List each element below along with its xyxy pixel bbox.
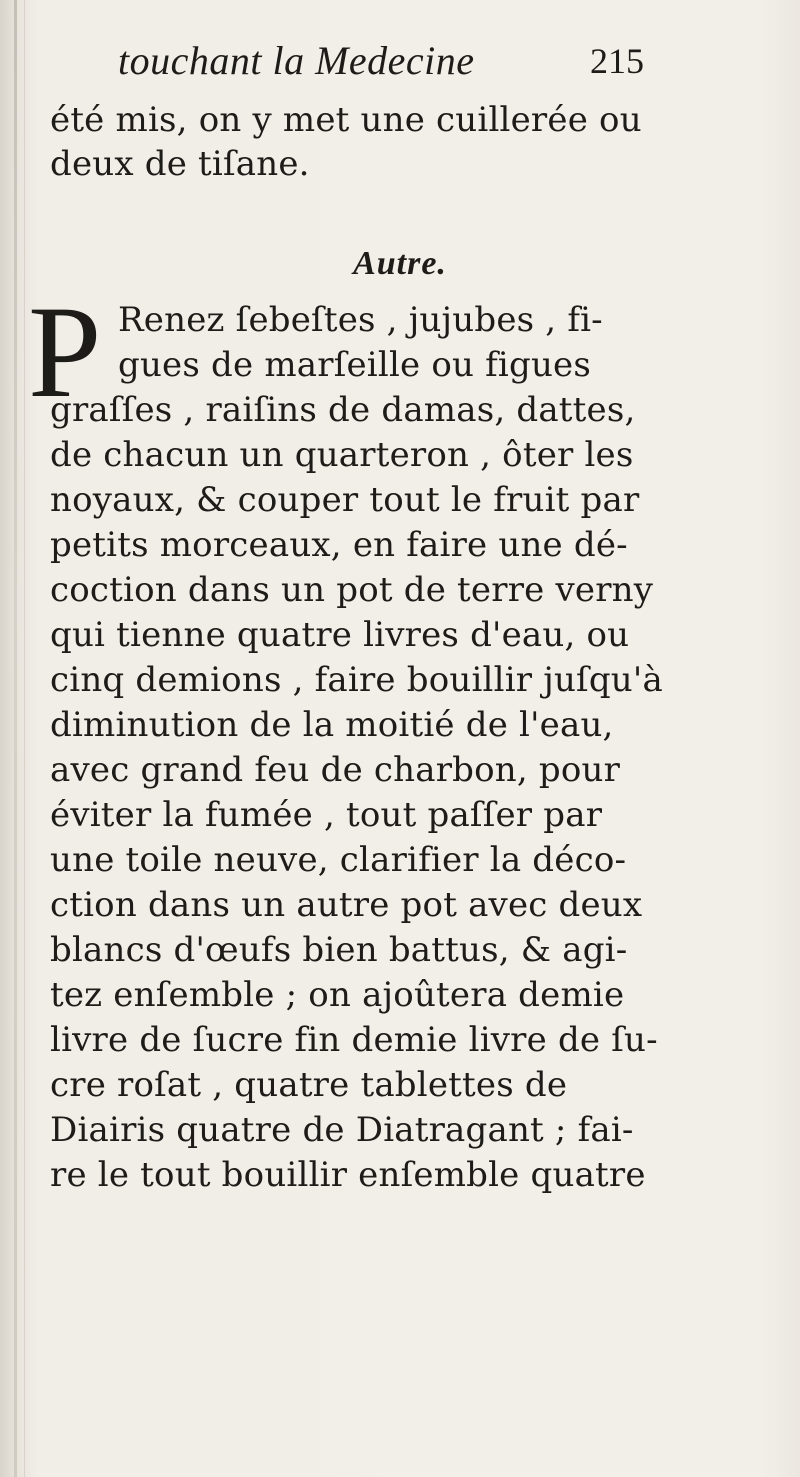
text-line: qui tienne quatre livres d'eau, ou — [50, 615, 630, 655]
text-line: une toile neuve, clarifier la déco- — [50, 840, 627, 880]
text-line: avec grand feu de charbon, pour — [50, 750, 621, 790]
text-line: Renez ſebeſtes , jujubes , fi- — [118, 300, 603, 340]
text-line: coction dans un pot de terre verny — [50, 570, 654, 610]
section-heading: Autre. — [353, 245, 447, 282]
text-line: graſſes , raiſins de damas, dattes, — [50, 390, 636, 430]
text-line: cre roſat , quatre tablettes de — [50, 1065, 568, 1105]
text-line: Diairis quatre de Diatragant ; fai- — [50, 1110, 634, 1150]
text-line: ction dans un autre pot avec deux — [50, 885, 643, 925]
text-line: gues de marſeille ou figues — [118, 345, 592, 385]
text-line: blancs d'œufs bien battus, & agi- — [50, 930, 628, 970]
text-line: éviter la fumée , tout paſſer par — [50, 795, 603, 835]
text-line: livre de ſucre fin demie livre de ſu- — [50, 1020, 658, 1060]
text-line: cinq demions , faire bouillir juſqu'à — [50, 660, 663, 700]
running-head-title: touchant la Medecine — [118, 38, 475, 83]
text-line: noyaux, & couper tout le fruit par — [50, 480, 640, 520]
text-line: été mis, on y met une cuillerée ou — [50, 100, 642, 140]
text-line: tez enſemble ; on ajoûtera demie — [50, 975, 625, 1015]
binding-shadow — [14, 0, 17, 1477]
text-line: deux de tiſane. — [50, 144, 310, 184]
page-number: 215 — [590, 41, 644, 81]
binding-edge — [24, 0, 25, 1477]
text-line: petits morceaux, en faire une dé- — [50, 525, 628, 565]
text-line: de chacun un quarteron , ôter les — [50, 435, 634, 475]
text-line: diminution de la moitié de l'eau, — [50, 705, 614, 745]
text-line: re le tout bouillir enſemble quatre — [50, 1155, 646, 1195]
running-head — [118, 38, 678, 84]
drop-cap: P — [28, 278, 102, 425]
